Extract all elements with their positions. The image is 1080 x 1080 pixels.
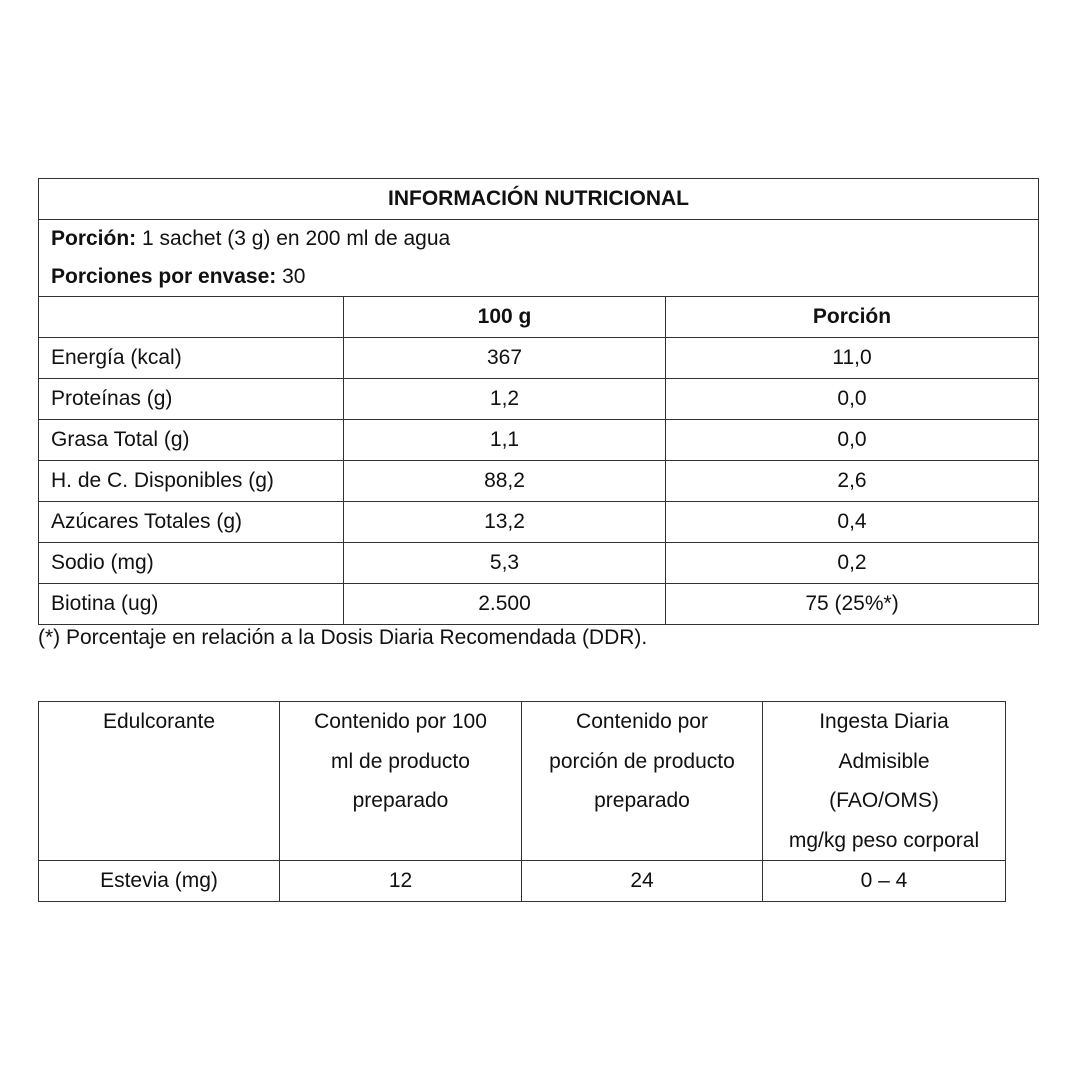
nutrition-facts-table	[38, 178, 1039, 625]
nutrient-portion: 0,0	[666, 379, 1039, 420]
sweetener-header-row	[39, 702, 1006, 861]
nutrient-portion: 0,4	[666, 502, 1039, 543]
table-row	[39, 861, 1006, 902]
header-line: porción de producto	[549, 749, 735, 773]
nutrient-portion: 75 (25%*)	[666, 584, 1039, 625]
header-line: preparado	[352, 789, 449, 812]
header-line: Contenido por	[576, 710, 708, 733]
column-header-row	[39, 297, 1039, 338]
header-line: Ingesta Diaria	[819, 710, 949, 733]
portion-line	[51, 220, 1026, 258]
header-line: mg/kg peso corporal	[788, 828, 980, 852]
servings-label: Porciones por envase:	[51, 265, 277, 288]
portion-value: 1 sachet (3 g) en 200 ml de agua	[142, 227, 451, 250]
nutrient-label: Proteínas (g)	[39, 379, 344, 420]
serving-info-row	[39, 220, 1039, 297]
nutrient-per100: 88,2	[344, 461, 666, 502]
nutrient-per100: 1,1	[344, 420, 666, 461]
nutrient-portion: 0,0	[666, 420, 1039, 461]
nutrient-label: Azúcares Totales (g)	[39, 502, 344, 543]
header-content-per-100ml	[280, 702, 522, 861]
header-line: Contenido por 100	[314, 710, 487, 733]
nutrient-per100: 367	[344, 338, 666, 379]
nutrient-label: Biotina (ug)	[39, 584, 344, 625]
nutrient-per100: 2.500	[344, 584, 666, 625]
sweetener-per-portion: 24	[522, 861, 763, 902]
table-row	[39, 420, 1039, 461]
serving-info	[39, 220, 1039, 297]
sweetener-name: Estevia (mg)	[39, 861, 280, 902]
servings-value: 30	[282, 265, 306, 288]
nutrition-title-row	[39, 179, 1039, 220]
footnote: (*) Porcentaje en relación a la Dosis Diaria Recomendada (DDR).	[38, 626, 648, 649]
nutrient-label: Energía (kcal)	[39, 338, 344, 379]
column-header-100g: 100 g	[344, 297, 666, 338]
header-line: (FAO/OMS)	[829, 789, 939, 812]
nutrient-label: Sodio (mg)	[39, 543, 344, 584]
table-row	[39, 379, 1039, 420]
table-row	[39, 338, 1039, 379]
nutrient-per100: 13,2	[344, 502, 666, 543]
servings-line	[51, 258, 1026, 296]
nutrient-per100: 1,2	[344, 379, 666, 420]
nutrient-label: H. de C. Disponibles (g)	[39, 461, 344, 502]
nutrient-per100: 5,3	[344, 543, 666, 584]
table-row	[39, 461, 1039, 502]
header-line: Admisible	[838, 749, 930, 773]
portion-label: Porción:	[51, 227, 137, 250]
nutrient-label: Grasa Total (g)	[39, 420, 344, 461]
table-row	[39, 543, 1039, 584]
nutrient-portion: 0,2	[666, 543, 1039, 584]
nutrient-portion: 2,6	[666, 461, 1039, 502]
header-line: Edulcorante	[102, 710, 216, 733]
column-header-portion: Porción	[666, 297, 1039, 338]
header-daily-intake	[763, 702, 1006, 861]
sweetener-table	[38, 701, 1006, 902]
column-header-empty	[39, 297, 344, 338]
header-line: ml de producto	[331, 749, 470, 773]
header-sweetener	[39, 702, 280, 861]
nutrient-portion: 11,0	[666, 338, 1039, 379]
header-line: preparado	[594, 789, 690, 812]
sweetener-per100ml: 12	[280, 861, 522, 902]
nutrition-title: INFORMACIÓN NUTRICIONAL	[39, 179, 1039, 220]
sweetener-ida: 0 – 4	[763, 861, 1006, 902]
header-content-per-portion	[522, 702, 763, 861]
table-row	[39, 584, 1039, 625]
table-row	[39, 502, 1039, 543]
